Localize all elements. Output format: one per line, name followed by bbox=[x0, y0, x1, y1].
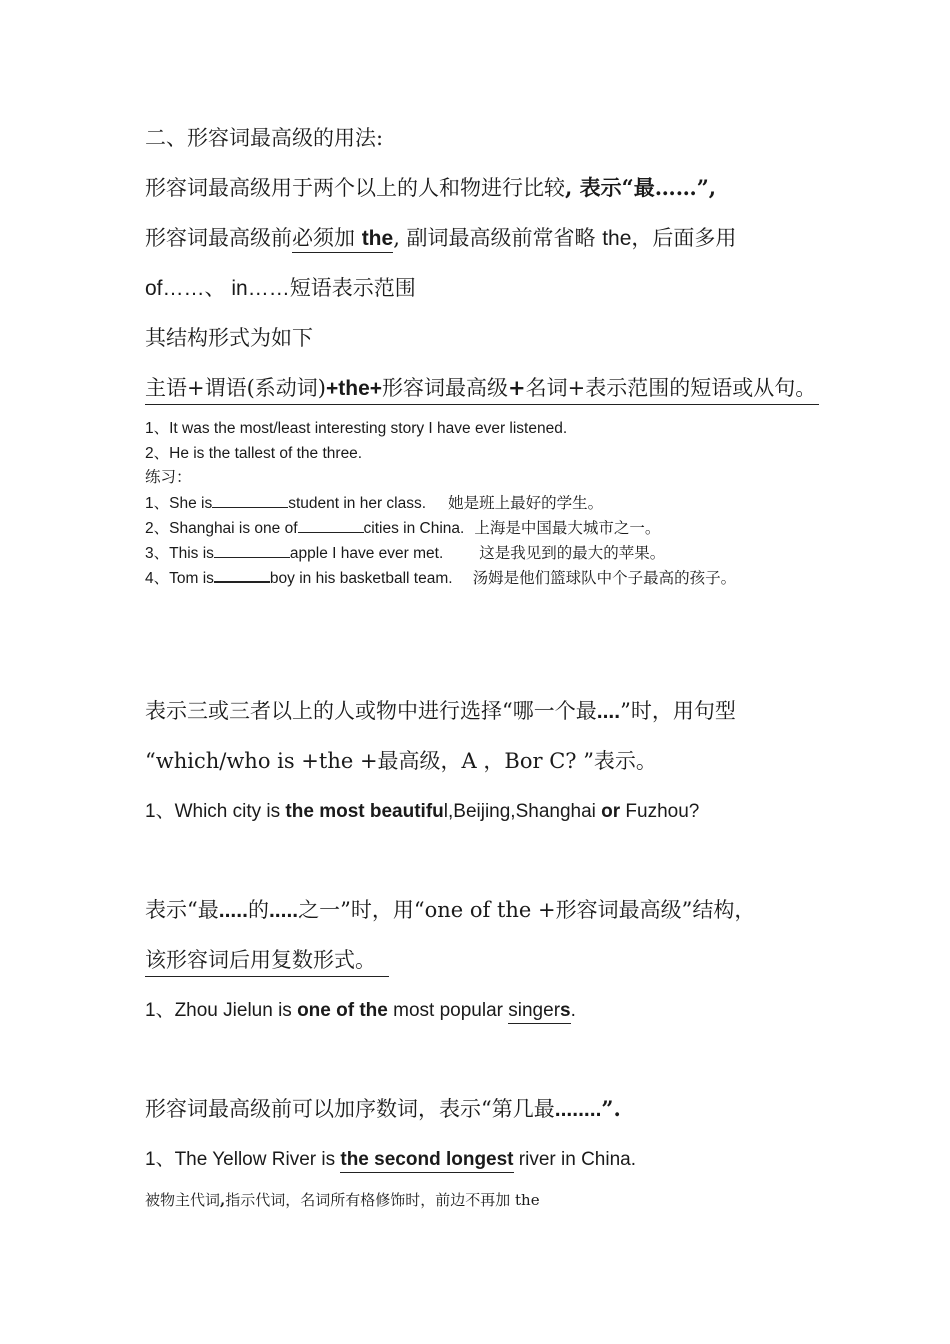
rule-line-4: 其结构形式为如下 bbox=[145, 326, 313, 350]
answer-blank[interactable] bbox=[212, 493, 288, 508]
answer-blank[interactable] bbox=[298, 518, 364, 533]
practice-label: 练习： bbox=[145, 468, 192, 486]
answer-blank[interactable] bbox=[214, 567, 270, 583]
practice-item-4: 4、Tom is boy in his basketball team. 汤姆是他们篮球队中个子最高的孩子。 bbox=[145, 569, 737, 587]
rule-line-3: of……、 in……短语表示范围 bbox=[145, 276, 416, 300]
practice-item-1: 1、She is student in her class. 她是班上最好的学生。 bbox=[145, 494, 604, 512]
plural-noun: singers bbox=[508, 1000, 570, 1024]
one-of-rule-line-1: 表示“最.....的.....之一”时，用“one of the +形容词最高级”结构， bbox=[145, 898, 756, 922]
choice-example: 1、Which city is the most beautiful,Beijing,Shanghai or Fuzhou? bbox=[145, 801, 700, 822]
practice-item-2: 2、Shanghai is one of cities in China. 上海是中国最大城市之一。 bbox=[145, 519, 661, 537]
ordinal-rule-line: 形容词最高级前可以加序数词，表示“第几最........”. bbox=[145, 1096, 621, 1121]
one-of-rule-line-2: 该形容词后用复数形式。 bbox=[145, 944, 389, 977]
structure-formula: 主语+谓语(系动词)+the+形容词最高级+名词+表示范围的短语或从句。 bbox=[145, 372, 819, 405]
example-2: 2、He is the tallest of the three. bbox=[145, 445, 363, 462]
ordinal-example: 1、The Yellow River is the second longest river in China. bbox=[145, 1144, 636, 1171]
example-1: 1、It was the most/least interesting story I have ever listened. bbox=[145, 420, 568, 437]
practice-item-3: 3、This is apple I have ever met. 这是我见到的最大的苹果。 bbox=[145, 544, 666, 562]
section-heading: 二、形容词最高级的用法: bbox=[145, 126, 384, 150]
must-add-the: 必须加 the bbox=[292, 226, 393, 253]
choice-rule-line-1: 表示三或三者以上的人或物中进行选择“哪一个最....”时，用句型 bbox=[145, 699, 736, 723]
answer-blank[interactable] bbox=[214, 543, 290, 558]
rule-line-2: 形容词最高级前必须加 the, 副词最高级前常省略 the，后面多用 bbox=[145, 222, 736, 252]
one-of-example: 1、Zhou Jielun is one of the most popular singers. bbox=[145, 995, 576, 1022]
rule-line-1: 形容词最高级用于两个以上的人和物进行比较, 表示“最……”, bbox=[145, 175, 717, 200]
possessive-note: 被物主代词,指示代词，名词所有格修饰时，前边不再加 the bbox=[145, 1191, 540, 1209]
choice-rule-line-2: “which/who is +the +最高级，A ，Bor C? ”表示。 bbox=[145, 749, 657, 773]
